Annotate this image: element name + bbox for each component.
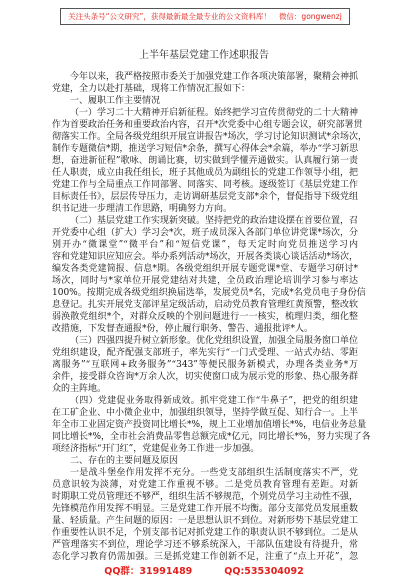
- paragraph-line: （二）基层党建工作实现新突破。坚持把党的政治建设摆在首要位置，召: [70, 216, 359, 226]
- paragraph-line: 年全市工业固定资产投资同比增长*%，规上工业增加值增长*%，电信业务总量: [52, 420, 367, 430]
- paragraph-line: 任人职责，成立由我任组长，班子其他成员为副组长的党建工作领导小组，把: [52, 168, 359, 178]
- paragraph: [52, 395, 371, 455]
- paragraph-line: 改措施，下发督查通报*份，停止履行职务、警告、通报批评*人。: [52, 324, 314, 334]
- paragraph-line: 离服务”“互联网+政务服务”“343”等便民服务新模式，办理各类业务*万: [52, 360, 358, 370]
- paragraph-line: 今年以来，我严格按照市委关于加强党建工作各项决策部署，聚精会神抓: [70, 72, 359, 82]
- paragraph: [52, 467, 358, 563]
- paragraph-line: 在工矿企业、中小微企业中，加强组织领导，坚持学做互促、知行合一。上半: [52, 408, 359, 418]
- paragraph-line: 别开办“微课堂”“微平台”和“短信党课”，每天定时向党员推送学习内: [52, 240, 358, 250]
- paragraph-line: 先锋模范作用发挥不明显。三是党建工作开展不均衡。部分支部党员发展重数: [52, 504, 359, 514]
- document-title: 上半年基层党建工作述职报告: [139, 50, 269, 61]
- paragraph-line: （一）学习二十大精神开启新征程。始终把学习宣传贯彻党的二十大精神: [70, 108, 359, 118]
- paragraph-line: 众的主阵地。: [52, 384, 107, 394]
- paragraph-line: 严管理落实不到位，理论学习还不够系统深入，干部队伍建设有待提升，常: [52, 540, 358, 550]
- section-heading: 二、存在的主要问题及原因: [70, 456, 179, 466]
- paragraph-line: 态化学习教育仍需加强。三是抓党建工作创新不足，注重了“点上开花”，忽: [52, 552, 358, 562]
- paragraph-line: 作重要性认识不足，个别支部书记对抓党建工作的职责认识不够到位。二是从: [52, 528, 359, 538]
- paragraph-line: 党建，全力以赴打基础，现将工作情况汇报如下：: [52, 84, 251, 94]
- paragraph-line: 弱涣散党组织*个，对群众反映的个别问题进行一一核实，梳理归类，细化整: [52, 312, 358, 322]
- document-body: [52, 71, 371, 563]
- paragraph-line: 时期职工党员管理还不够严，组织生活不够规范，个别党员学习主动性不强，: [52, 492, 359, 502]
- paragraph-line: 同比增长*%，全市社会消费品零售总额完成*亿元，同比增长*%，努力实现了各: [52, 432, 371, 442]
- paragraph-line: 项经济指标“开门红”，党建促业务工作进一步加强。: [52, 444, 260, 454]
- paragraph-line: 员意识较为淡薄，对党建工作重视不够。二是党员教育管理有差距。对新: [52, 480, 358, 490]
- paragraph-line: 容和党建知识应知应会。举办系列活动*场次，开展各类谈心谈话活动*场次，: [52, 252, 359, 262]
- paragraph-line: 100%。按期完成各级党组织换届选举，发展党员*名，完成*名党员电子身份信: [52, 288, 366, 298]
- paragraph-line: 彻落实工作。全局各级党组织开展宣讲报告*场次，学习讨论知识测试*余场次，: [52, 132, 368, 142]
- intro-paragraph: [52, 71, 358, 95]
- paragraph-line: 量、轻质量。产生问题的原因：一是思想认识不到位。对新形势下基层党建工: [52, 516, 359, 526]
- qq-number: QQ:535304092: [224, 566, 304, 577]
- paragraph: [52, 335, 358, 395]
- paragraph-line: 目标责任书》，层层传导压力，走访调研基层党支部*余个，督促指导下级党组: [52, 192, 359, 202]
- paragraph-line: 制作专题微信*期，推送学习短信*余条，撰写心得体会*余篇，举办“学习新思: [52, 144, 359, 154]
- paragraph-line: 想，奋进新征程”歌咏、朗诵比赛，切实做到学懂弄通做实。认真履行第一责: [52, 156, 358, 166]
- wechat-id: 微信：gongwenzj: [278, 12, 342, 21]
- paragraph: [52, 107, 368, 215]
- paragraph-line: 作为首要政治任务和重要政治内容，召开*次党委中心组专题会议，研究部署贯: [52, 120, 363, 130]
- contact-footer: [0, 565, 408, 579]
- promo-banner: [60, 8, 350, 25]
- paragraph-line: 织书记进一步理清工作思路，明确努力方向。: [52, 204, 233, 214]
- promo-text: 关注头条号“公文研究”，获得最新最全最专业的公文资料库！: [68, 12, 271, 21]
- paragraph-line: 开党委中心组（扩大）学习会*次，班子成员深入各部门单位讲党课*场次，分: [52, 228, 359, 238]
- qq-group: QQ群：31991489: [104, 566, 193, 577]
- section-heading: 一、履职工作主要情况: [70, 96, 161, 106]
- paragraph-line: 场次，同时与*家单位开展党建结对共建，全员政治理论培训学习参与率达: [52, 276, 358, 286]
- paragraph-line: 编发各类党建简报、信息*期。各级党组织开展专题党课*堂、专题学习研讨*: [52, 264, 358, 274]
- paragraph-line: 息登记。扎实开展党支部评星定级活动，启动党员教育管理红黄预警，整改软: [52, 300, 359, 310]
- paragraph: [52, 215, 366, 335]
- paragraph-line: 党建工作与全局重点工作同部署、同落实、同考核。逐级签订《基层党建工作: [52, 180, 359, 190]
- paragraph-line: 一是战斗堡垒作用发挥不充分。一些党支部组织生活制度落实不严，党: [70, 468, 358, 478]
- paragraph-line: （三）四强四提升树立新形象。优化党组织设置，加强全局服务窗口单位: [70, 336, 359, 346]
- paragraph-line: （四）党建促业务取得新成效。抓牢党建工作“牛鼻子”，把党的组织建: [70, 396, 358, 406]
- paragraph-line: 党组织建设，配齐配强支部班子，率先实行“一门式受理、一站式办结、零距: [52, 348, 358, 358]
- paragraph-line: 余件，接受群众咨询*万余人次，切实使窗口成为展示党的形象、热心服务群: [52, 372, 358, 382]
